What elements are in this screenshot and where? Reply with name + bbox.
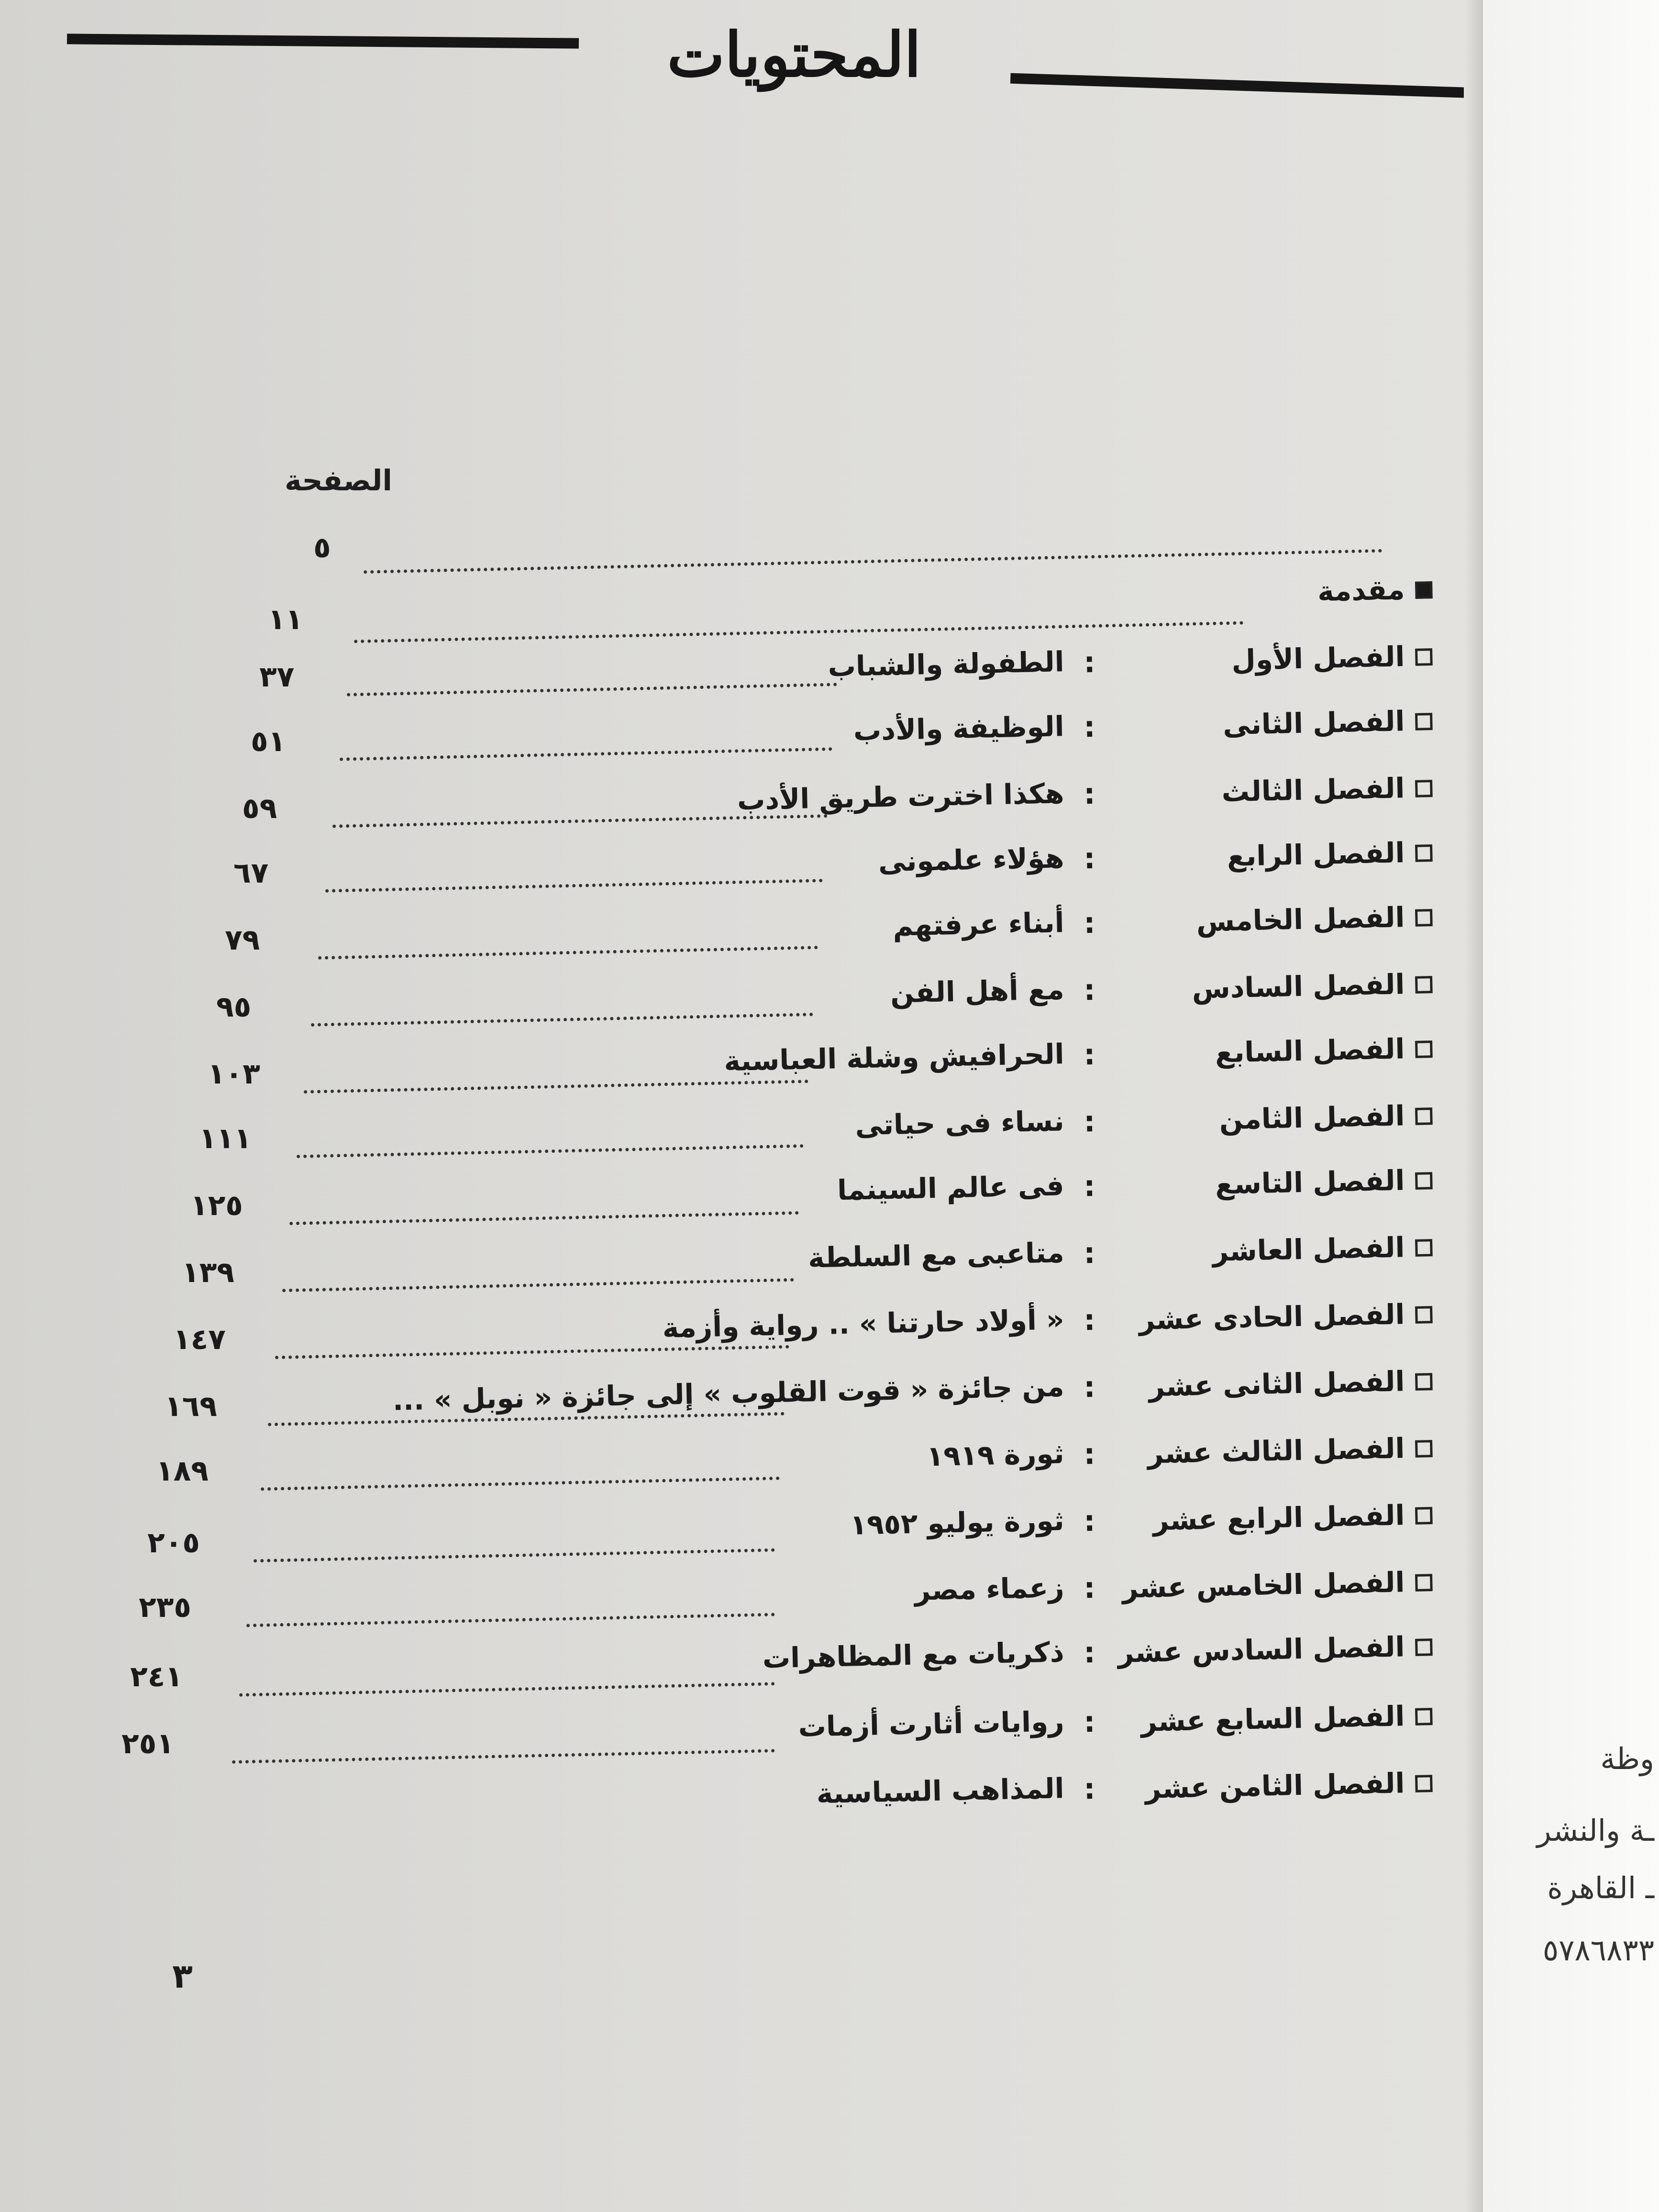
toc-separator: :: [1083, 1038, 1096, 1072]
toc-separator: :: [1083, 1370, 1096, 1405]
adjacent-fragment: ـة والنشر: [1537, 1813, 1654, 1848]
toc-entry: [224, 635, 1433, 706]
toc-page-number: ٧٩: [225, 923, 260, 957]
toc-separator: :: [1083, 973, 1096, 1007]
empty-square-icon: [1415, 780, 1433, 797]
toc-page-number: ٩٥: [216, 990, 252, 1024]
toc-title: ذكريات مع المظاهرات: [762, 1636, 1065, 1675]
toc-title: متاعبى مع السلطة: [807, 1236, 1065, 1274]
adjacent-fragment: ـ القاهرة: [1547, 1870, 1654, 1905]
toc-title: أبناء عرفتهم: [892, 906, 1065, 942]
toc-title: روايات أثارت أزمات: [797, 1705, 1065, 1743]
toc-separator: :: [1083, 1105, 1096, 1139]
toc-page-number: ١٠٣: [208, 1057, 260, 1091]
bleed-through-text: [297, 53, 1397, 531]
toc-chapter-label: الفصل الرابع عشر: [1152, 1499, 1405, 1537]
toc-page-number: ٢٤١: [130, 1660, 183, 1693]
toc-separator: :: [1083, 841, 1096, 876]
toc-title: هكذا اخترت طريق الأدب: [737, 777, 1065, 817]
toc-chapter-label: الفصل الثامن عشر: [1145, 1767, 1405, 1805]
toc-separator: :: [1083, 906, 1096, 940]
toc-page-number: ١٨٩: [156, 1454, 209, 1488]
toc-chapter-label: الفصل الحادى عشر: [1139, 1298, 1405, 1336]
page-column-header: الصفحة: [284, 464, 392, 498]
toc-separator: :: [1083, 1437, 1096, 1471]
empty-square-icon: [1415, 1775, 1433, 1792]
empty-square-icon: [1415, 1306, 1433, 1324]
toc-page-number: ١٢٥: [190, 1189, 243, 1222]
toc-title: ثورة يوليو ١٩٥٢: [850, 1504, 1065, 1541]
page-number: ٣: [172, 1957, 193, 1996]
header-rule-left: [67, 33, 579, 48]
adjacent-page: [1483, 0, 1659, 2212]
toc-title: هؤلاء علمونى: [878, 841, 1065, 878]
empty-square-icon: [1415, 909, 1433, 927]
toc-entry: [224, 1625, 1433, 1696]
toc-entry: [224, 831, 1433, 902]
empty-square-icon: [1415, 976, 1433, 994]
empty-square-icon: [1415, 713, 1433, 730]
toc-chapter-label: الفصل السابع: [1215, 1032, 1405, 1069]
toc-title: فى عالم السينما: [837, 1169, 1065, 1207]
toc-separator: :: [1083, 645, 1096, 680]
toc-chapter-label: الفصل السابع عشر: [1140, 1700, 1405, 1738]
empty-square-icon: [1415, 1507, 1433, 1525]
toc-separator: :: [1083, 1636, 1096, 1670]
toc-page-number: ١٤٧: [173, 1323, 226, 1356]
empty-square-icon: [1415, 1574, 1433, 1592]
toc-page-number: ٥٩: [242, 792, 277, 825]
toc-chapter-label: الفصل الثامن: [1219, 1099, 1405, 1136]
toc-page-number: ٣٧: [259, 660, 295, 694]
toc-chapter-label: الفصل الثالث: [1221, 772, 1405, 808]
toc-page-number: ١٦٩: [165, 1390, 217, 1423]
toc-chapter-label: الفصل الثانى عشر: [1148, 1365, 1405, 1403]
toc-entry: [224, 1761, 1433, 1833]
toc-page-number: ١٣٩: [182, 1256, 234, 1289]
toc-page-number: ٢٥١: [122, 1727, 174, 1760]
empty-square-icon: [1415, 1708, 1433, 1725]
header-rule-right: [1010, 73, 1477, 99]
toc-chapter-label: الفصل التاسع: [1215, 1164, 1405, 1201]
toc-entry: [224, 699, 1433, 771]
toc-separator: :: [1083, 1236, 1096, 1271]
empty-square-icon: [1415, 1440, 1433, 1458]
toc-chapter-label: مقدمة: [1317, 573, 1405, 608]
toc-title: الحرافيش وشلة العباسية: [723, 1038, 1065, 1078]
toc-separator: :: [1083, 710, 1096, 744]
toc-title: الطفولة والشباب: [827, 645, 1065, 683]
toc-title: « أولاد حارتنا » .. رواية وأزمة: [662, 1303, 1065, 1344]
toc-separator: :: [1083, 1705, 1096, 1739]
toc-chapter-label: الفصل الثالث عشر: [1147, 1432, 1405, 1470]
empty-square-icon: [1415, 1107, 1433, 1125]
toc-page-number: ٢٣٥: [139, 1591, 191, 1624]
empty-square-icon: [1415, 648, 1433, 666]
empty-square-icon: [1415, 1638, 1433, 1656]
toc-title: نساء فى حياتى: [854, 1105, 1065, 1142]
leading-entry-leader: [364, 549, 1382, 574]
toc-separator: :: [1083, 1504, 1096, 1538]
empty-square-icon: [1415, 1172, 1433, 1190]
toc-page-number: ٦٧: [233, 856, 269, 890]
filled-square-icon: [1415, 581, 1433, 599]
toc-separator: :: [1083, 1772, 1096, 1806]
toc-title: زعماء مصر: [914, 1571, 1065, 1607]
toc-title: ثورة ١٩١٩: [926, 1437, 1065, 1473]
toc-page-number: ٥١: [251, 725, 286, 758]
toc-chapter-label: الفصل الخامس: [1196, 901, 1405, 938]
toc-page-number: ١١: [268, 603, 303, 636]
toc-title: من جائزة « قوت القلوب » إلى جائزة « نوبل » ...: [392, 1370, 1065, 1417]
toc-title: مع أهل الفن: [890, 973, 1065, 1009]
toc-page-number: ٢٠٥: [147, 1526, 200, 1559]
toc-chapter-label: الفصل الرابع: [1227, 836, 1405, 873]
toc-entry: [224, 766, 1433, 838]
adjacent-fragment: وظة: [1600, 1741, 1654, 1776]
toc-title: المذاهب السياسية: [816, 1772, 1065, 1810]
toc-entry: [224, 568, 1433, 639]
empty-square-icon: [1415, 1373, 1433, 1391]
toc-chapter-label: الفصل السادس عشر: [1117, 1630, 1405, 1669]
toc-chapter-label: الفصل الثانى: [1222, 705, 1405, 741]
empty-square-icon: [1415, 1040, 1433, 1058]
empty-square-icon: [1415, 844, 1433, 862]
toc-chapter-label: الفصل السادس: [1191, 968, 1405, 1005]
toc-separator: :: [1083, 777, 1096, 811]
toc-separator: :: [1083, 1303, 1096, 1338]
toc-chapter-label: الفصل العاشر: [1212, 1231, 1405, 1268]
toc-entry: [224, 1493, 1433, 1565]
empty-square-icon: [1415, 1239, 1433, 1257]
page-title: المحتويات: [667, 19, 921, 91]
toc-page-number: ١١١: [199, 1122, 252, 1155]
toc-entry: [224, 1694, 1433, 1766]
toc-separator: :: [1083, 1571, 1096, 1605]
toc-separator: :: [1083, 1169, 1096, 1204]
leading-entry-page: ٥: [313, 531, 331, 564]
toc-chapter-label: الفصل الأول: [1231, 640, 1405, 676]
toc-chapter-label: الفصل الخامس عشر: [1122, 1566, 1405, 1604]
adjacent-fragment: ٥٧٨٦٨٣٣: [1542, 1933, 1654, 1968]
toc-title: الوظيفة والأدب: [853, 710, 1065, 747]
